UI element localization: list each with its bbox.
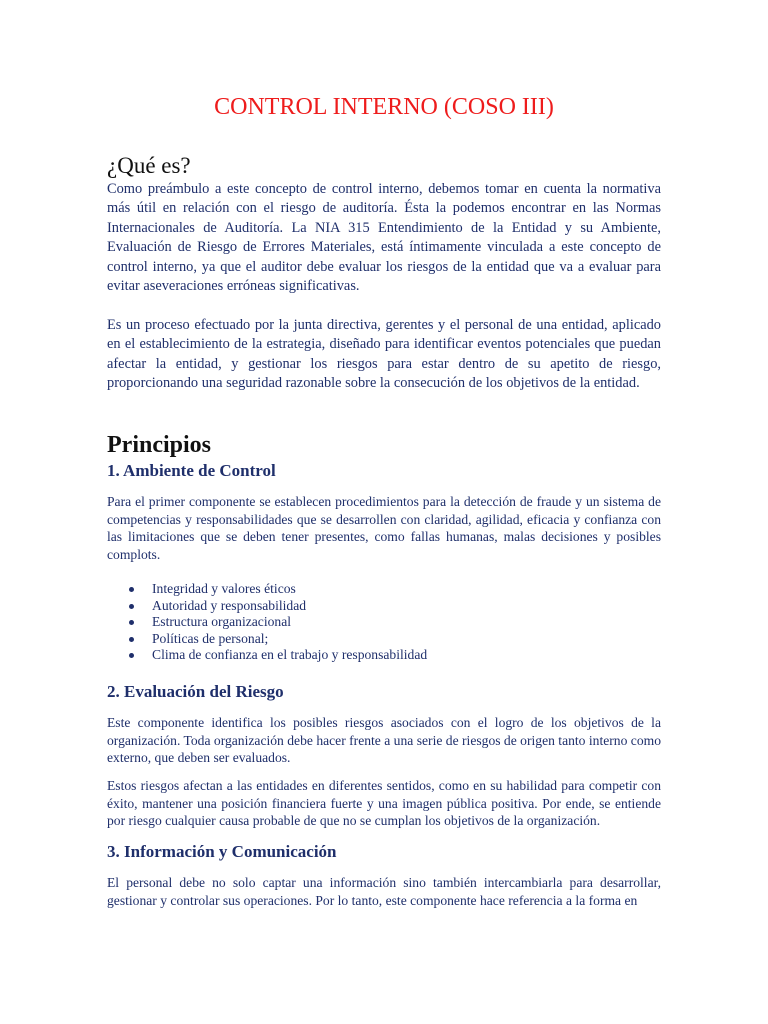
bullet-icon <box>129 604 134 609</box>
paragraph-que-es-1: Como preámbulo a este concepto de control interno, debemos tomar en cuenta la normativa más útil en relación con el riesgo de auditoría. Ésta la podemos encontrar en las Normas Internacionales de Auditoría. La NIA 315 Entendimiento de la Entidad y su Ambiente, Evaluación de Riesgo de Errores Materiales, está íntimamente vinculada a este concepto de control interno, ya que el auditor debe evaluar los riesgos de la entidad que va a evaluar para evitar aseveraciones erróneas significativas. <box>107 181 661 295</box>
list-item <box>107 598 427 615</box>
list-item-text: Autoridad y responsabilidad <box>152 597 307 613</box>
paragraph-evaluacion-1: Este componente identifica los posibles riesgos asociados con el logro de los objetivos de la organización. Toda organización debe hacer frente a una serie de riesgos de origen tanto interno como externo, que deben ser evaluados. <box>107 715 661 766</box>
list-item <box>107 631 427 648</box>
paragraph-ambiente-de-control: Para el primer componente se establecen procedimientos para la detección de fraude y un sistema de competencias y responsabilidades que se desarrollen con claridad, agilidad, eficacia y confianza con las limitaciones que se deben tener presentes, como fallas humanas, malas decisiones y posibles complots. <box>107 494 661 563</box>
bullet-icon <box>129 653 134 658</box>
list-item-text: Estructura organizacional <box>152 614 292 630</box>
bullet-icon <box>129 587 134 592</box>
list-item <box>107 581 427 598</box>
paragraph-que-es-2: Es un proceso efectuado por la junta directiva, gerentes y el personal de una entidad, aplicado en el establecimiento de la estrategia, diseñado para identificar eventos potenciales que puedan afectar la entidad, y gestionar los riesgos para estar dentro de su apetito de riesgo, proporcionando una seguridad razonable sobre la consecución de los objetivos de la entidad. <box>107 317 661 392</box>
list-item-text: Políticas de personal; <box>152 630 269 646</box>
list-item <box>107 614 427 631</box>
list-item <box>107 647 427 664</box>
bullet-icon <box>129 620 134 625</box>
document-title: CONTROL INTERNO (COSO III) <box>214 94 554 120</box>
subheading-ambiente-de-control: 1. Ambiente de Control <box>107 461 276 480</box>
subheading-evaluacion-del-riesgo: 2. Evaluación del Riesgo <box>107 682 284 701</box>
list-item-text: Integridad y valores éticos <box>152 581 296 596</box>
paragraph-informacion: El personal debe no solo captar una información sino también intercambiarla para desarrollar, gestionar y controlar sus operaciones. Por lo tanto, este componente hace referencia a la forma en <box>107 875 661 908</box>
ambiente-bullet-list <box>107 581 427 664</box>
bullet-icon <box>129 637 134 642</box>
subheading-informacion-y-comunicacion: 3. Información y Comunicación <box>107 842 337 861</box>
paragraph-evaluacion-2: Estos riesgos afectan a las entidades en diferentes sentidos, como en su habilidad para competir con éxito, mantener una posición financiera fuerte y una imagen pública positiva. Por ende, se entiende por riesgo cualquier causa probable de que no se cumplan los objetivos de la organización. <box>107 778 661 829</box>
section-heading-principios: Principios <box>107 432 212 458</box>
list-item-text: Clima de confianza en el trabajo y responsabilidad <box>152 647 428 663</box>
section-heading-que-es: ¿Qué es? <box>107 153 191 178</box>
